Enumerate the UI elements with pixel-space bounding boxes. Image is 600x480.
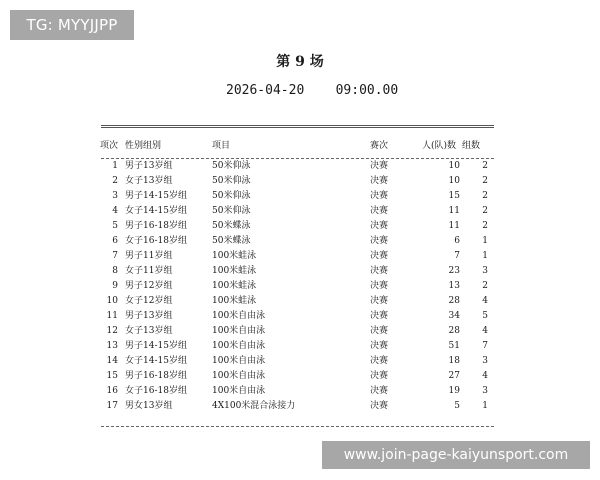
row-groups: 5 — [482, 311, 488, 321]
row-groups: 1 — [482, 251, 488, 261]
row-event: 50米仰泳 — [212, 176, 251, 186]
row-group: 男子14-15岁组 — [125, 191, 187, 201]
row-no: 2 — [112, 176, 118, 186]
session-title: 第 9 场 — [276, 54, 324, 70]
row-groups: 1 — [482, 401, 488, 411]
header-dashed-rule — [101, 158, 494, 159]
row-groups: 2 — [482, 281, 488, 291]
bottom-dashed-rule — [101, 426, 494, 427]
row-group: 男子13岁组 — [125, 161, 173, 171]
table-row — [100, 234, 500, 249]
row-count: 19 — [448, 386, 460, 396]
row-round: 决赛 — [370, 206, 389, 216]
header-round: 赛次 — [370, 141, 389, 151]
header-group: 性别组别 — [125, 141, 162, 151]
row-no: 9 — [112, 281, 118, 291]
row-event: 100米蛙泳 — [212, 251, 257, 261]
header-groups: 组数 — [462, 141, 481, 151]
row-round: 决赛 — [370, 401, 389, 411]
row-no: 7 — [112, 251, 118, 261]
row-round: 决赛 — [370, 236, 389, 246]
row-round: 决赛 — [370, 296, 389, 306]
table-row — [100, 189, 500, 204]
row-no: 6 — [112, 236, 118, 246]
row-groups: 3 — [482, 386, 488, 396]
table-row — [100, 354, 500, 369]
row-groups: 3 — [482, 356, 488, 366]
session-time: 09:00.00 — [335, 83, 399, 98]
row-group: 女子14-15岁组 — [125, 356, 187, 366]
row-count: 18 — [448, 356, 460, 366]
row-round: 决赛 — [370, 251, 389, 261]
row-group: 男子16-18岁组 — [125, 371, 187, 381]
row-round: 决赛 — [370, 326, 389, 336]
row-round: 决赛 — [370, 221, 389, 231]
table-row — [100, 384, 500, 399]
row-event: 50米仰泳 — [212, 206, 251, 216]
table-row — [100, 159, 500, 174]
row-round: 决赛 — [370, 281, 389, 291]
header-no: 项次 — [100, 141, 119, 151]
row-count: 6 — [454, 236, 460, 246]
row-no: 4 — [112, 206, 118, 216]
table-row — [100, 399, 500, 414]
row-groups: 2 — [482, 206, 488, 216]
row-event: 100米自由泳 — [212, 356, 266, 366]
row-count: 13 — [448, 281, 460, 291]
row-count: 28 — [448, 296, 460, 306]
row-groups: 1 — [482, 236, 488, 246]
table-row — [100, 219, 500, 234]
row-no: 16 — [106, 386, 118, 396]
row-event: 100米自由泳 — [212, 326, 266, 336]
table-row — [100, 249, 500, 264]
row-groups: 3 — [482, 266, 488, 276]
row-group: 女子13岁组 — [125, 326, 173, 336]
row-count: 10 — [448, 161, 460, 171]
row-no: 12 — [106, 326, 118, 336]
row-event: 100米自由泳 — [212, 311, 266, 321]
row-groups: 7 — [482, 341, 488, 351]
session-date: 2026-04-20 — [226, 83, 305, 98]
row-no: 5 — [112, 221, 118, 231]
row-groups: 4 — [482, 296, 488, 306]
row-event: 100米蛙泳 — [212, 281, 257, 291]
row-group: 男子12岁组 — [125, 281, 173, 291]
row-group: 女子16-18岁组 — [125, 386, 187, 396]
row-count: 11 — [448, 206, 460, 216]
row-round: 决赛 — [370, 191, 389, 201]
row-event: 50米仰泳 — [212, 161, 251, 171]
table-row — [100, 264, 500, 279]
row-group: 男女13岁组 — [125, 401, 173, 411]
row-round: 决赛 — [370, 311, 389, 321]
row-event: 4X100米混合泳接力 — [212, 401, 296, 411]
table-row — [100, 309, 500, 324]
schedule-table — [100, 138, 500, 414]
row-round: 决赛 — [370, 176, 389, 186]
row-no: 3 — [112, 191, 118, 201]
table-row — [100, 324, 500, 339]
header-count: 人(队)数 — [422, 141, 457, 151]
row-group: 男子14-15岁组 — [125, 341, 187, 351]
row-group: 女子14-15岁组 — [125, 206, 187, 216]
row-no: 15 — [106, 371, 118, 381]
row-no: 1 — [112, 161, 118, 171]
row-no: 17 — [106, 401, 118, 411]
row-groups: 2 — [482, 191, 488, 201]
table-row — [100, 204, 500, 219]
row-no: 11 — [106, 311, 118, 321]
row-count: 51 — [448, 341, 460, 351]
row-groups: 4 — [482, 326, 488, 336]
row-groups: 2 — [482, 176, 488, 186]
row-count: 28 — [448, 326, 460, 336]
row-no: 13 — [106, 341, 118, 351]
table-row — [100, 174, 500, 189]
row-groups: 2 — [482, 221, 488, 231]
session-datetime — [226, 83, 398, 98]
row-groups: 2 — [482, 161, 488, 171]
row-no: 10 — [106, 296, 118, 306]
row-no: 8 — [112, 266, 118, 276]
table-row — [100, 339, 500, 354]
top-double-rule — [101, 125, 494, 128]
row-event: 100米自由泳 — [212, 341, 266, 351]
row-group: 女子12岁组 — [125, 296, 173, 306]
row-group: 男子16-18岁组 — [125, 221, 187, 231]
row-event: 100米自由泳 — [212, 371, 266, 381]
table-row — [100, 369, 500, 384]
row-round: 决赛 — [370, 161, 389, 171]
table-body — [100, 159, 500, 414]
row-no: 14 — [106, 356, 118, 366]
row-count: 15 — [448, 191, 460, 201]
row-count: 11 — [448, 221, 460, 231]
row-group: 男子13岁组 — [125, 311, 173, 321]
row-count: 27 — [448, 371, 460, 381]
row-groups: 4 — [482, 371, 488, 381]
row-event: 50米仰泳 — [212, 191, 251, 201]
table-row — [100, 294, 500, 309]
row-event: 50米蝶泳 — [212, 221, 251, 231]
row-group: 女子16-18岁组 — [125, 236, 187, 246]
row-event: 50米蝶泳 — [212, 236, 251, 246]
telegram-watermark: TG: MYYJJPP — [10, 10, 134, 40]
table-row — [100, 279, 500, 294]
row-round: 决赛 — [370, 371, 389, 381]
row-count: 10 — [448, 176, 460, 186]
row-event: 100米蛙泳 — [212, 296, 257, 306]
row-round: 决赛 — [370, 266, 389, 276]
row-event: 100米自由泳 — [212, 386, 266, 396]
row-round: 决赛 — [370, 386, 389, 396]
row-count: 5 — [454, 401, 460, 411]
row-round: 决赛 — [370, 341, 389, 351]
row-round: 决赛 — [370, 356, 389, 366]
row-count: 34 — [448, 311, 460, 321]
row-count: 7 — [454, 251, 460, 261]
row-group: 男子11岁组 — [125, 251, 173, 261]
site-watermark: www.join-page-kaiyunsport.com — [322, 441, 590, 469]
header-event: 项目 — [212, 141, 231, 151]
row-count: 23 — [448, 266, 460, 276]
table-header — [100, 138, 500, 155]
row-event: 100米蛙泳 — [212, 266, 257, 276]
row-group: 女子13岁组 — [125, 176, 173, 186]
row-group: 女子11岁组 — [125, 266, 173, 276]
